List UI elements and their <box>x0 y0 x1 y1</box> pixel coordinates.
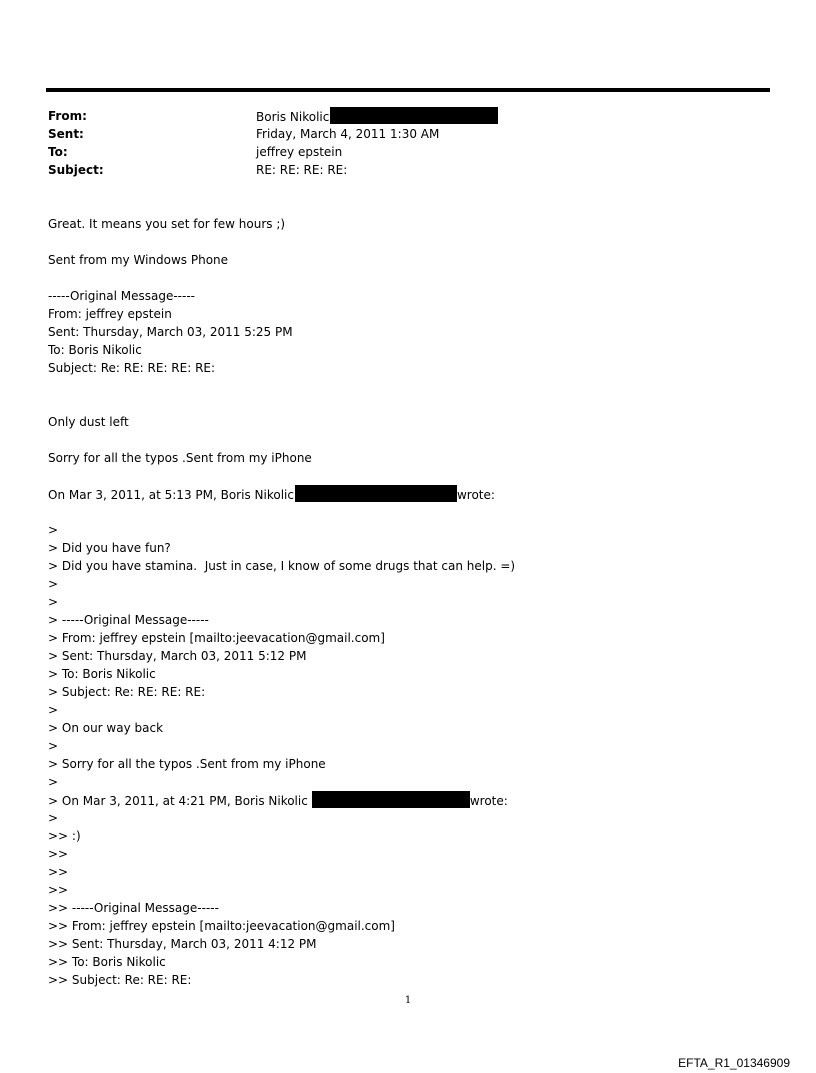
body-line: Sent: Thursday, March 03, 2011 5:25 PM <box>48 325 293 339</box>
blank-line <box>48 233 768 251</box>
body-line: From: jeffrey epstein <box>48 307 172 321</box>
to-value: jeffrey epstein <box>256 145 343 159</box>
body-line: >> Subject: Re: RE: RE: <box>48 973 192 987</box>
body-line-text: On Mar 3, 2011, at 5:13 PM, Boris Nikolic <box>48 488 294 502</box>
body-line: >> -----Original Message----- <box>48 901 219 915</box>
body-line: > <box>48 775 59 789</box>
body-line: > -----Original Message----- <box>48 613 209 627</box>
sent-label: Sent: <box>48 127 84 141</box>
body-line: > <box>48 577 59 591</box>
redaction-box <box>312 791 470 808</box>
body-line <box>48 485 768 503</box>
blank-line <box>48 431 768 449</box>
page-number: 1 <box>404 995 412 1006</box>
body-line: >> From: jeffrey epstein [mailto:jeevacation@gmail.com] <box>48 919 395 933</box>
body-line-text: > On Mar 3, 2011, at 4:21 PM, Boris Nikolic <box>48 794 308 808</box>
body-line: Subject: Re: RE: RE: RE: RE: <box>48 361 216 375</box>
redaction-box <box>330 107 498 124</box>
body-line: Great. It means you set for few hours ;) <box>48 217 286 231</box>
body-line: >> To: Boris Nikolic <box>48 955 166 969</box>
from-value <box>256 107 498 126</box>
blank-line <box>48 503 768 521</box>
from-name: Boris Nikolic <box>256 110 330 124</box>
body-line: > <box>48 523 59 537</box>
body-line: > Sorry for all the typos .Sent from my iPhone <box>48 757 326 771</box>
body-line: > Sent: Thursday, March 03, 2011 5:12 PM <box>48 649 307 663</box>
header-divider <box>46 88 770 92</box>
email-body <box>48 215 768 989</box>
body-line: To: Boris Nikolic <box>48 343 142 357</box>
body-line: > <box>48 595 59 609</box>
body-line: >> <box>48 847 69 861</box>
body-line: >> :) <box>48 829 81 843</box>
body-line: > <box>48 703 59 717</box>
body-line: Only dust left <box>48 415 129 429</box>
body-line: > Subject: Re: RE: RE: RE: <box>48 685 206 699</box>
body-line: >> <box>48 865 69 879</box>
blank-line <box>48 269 768 287</box>
blank-line <box>48 467 768 485</box>
body-line-text: wrote: <box>456 488 495 502</box>
body-line: > Did you have stamina. Just in case, I know of some drugs that can help. =) <box>48 559 516 573</box>
subject-label: Subject: <box>48 163 104 177</box>
body-line: > On our way back <box>48 721 164 735</box>
body-line: >> Sent: Thursday, March 03, 2011 4:12 PM <box>48 937 317 951</box>
body-line: Sorry for all the typos .Sent from my iPhone <box>48 451 312 465</box>
body-line-text: wrote: <box>469 794 508 808</box>
body-line: Sent from my Windows Phone <box>48 253 229 267</box>
body-line: -----Original Message----- <box>48 289 195 303</box>
body-line <box>48 791 768 809</box>
sent-value: Friday, March 4, 2011 1:30 AM <box>256 127 440 141</box>
body-line: > From: jeffrey epstein [mailto:jeevacation@gmail.com] <box>48 631 385 645</box>
body-line: > <box>48 811 59 825</box>
body-line: >> <box>48 883 69 897</box>
blank-line <box>48 377 768 395</box>
body-line: > Did you have fun? <box>48 541 171 555</box>
blank-line <box>48 395 768 413</box>
redaction-box <box>295 485 457 502</box>
body-line: > To: Boris Nikolic <box>48 667 156 681</box>
from-label: From: <box>48 109 87 123</box>
subject-value: RE: RE: RE: RE: <box>256 163 348 177</box>
document-id: EFTA_R1_01346909 <box>678 1056 790 1070</box>
body-line: > <box>48 739 59 753</box>
to-label: To: <box>48 145 68 159</box>
